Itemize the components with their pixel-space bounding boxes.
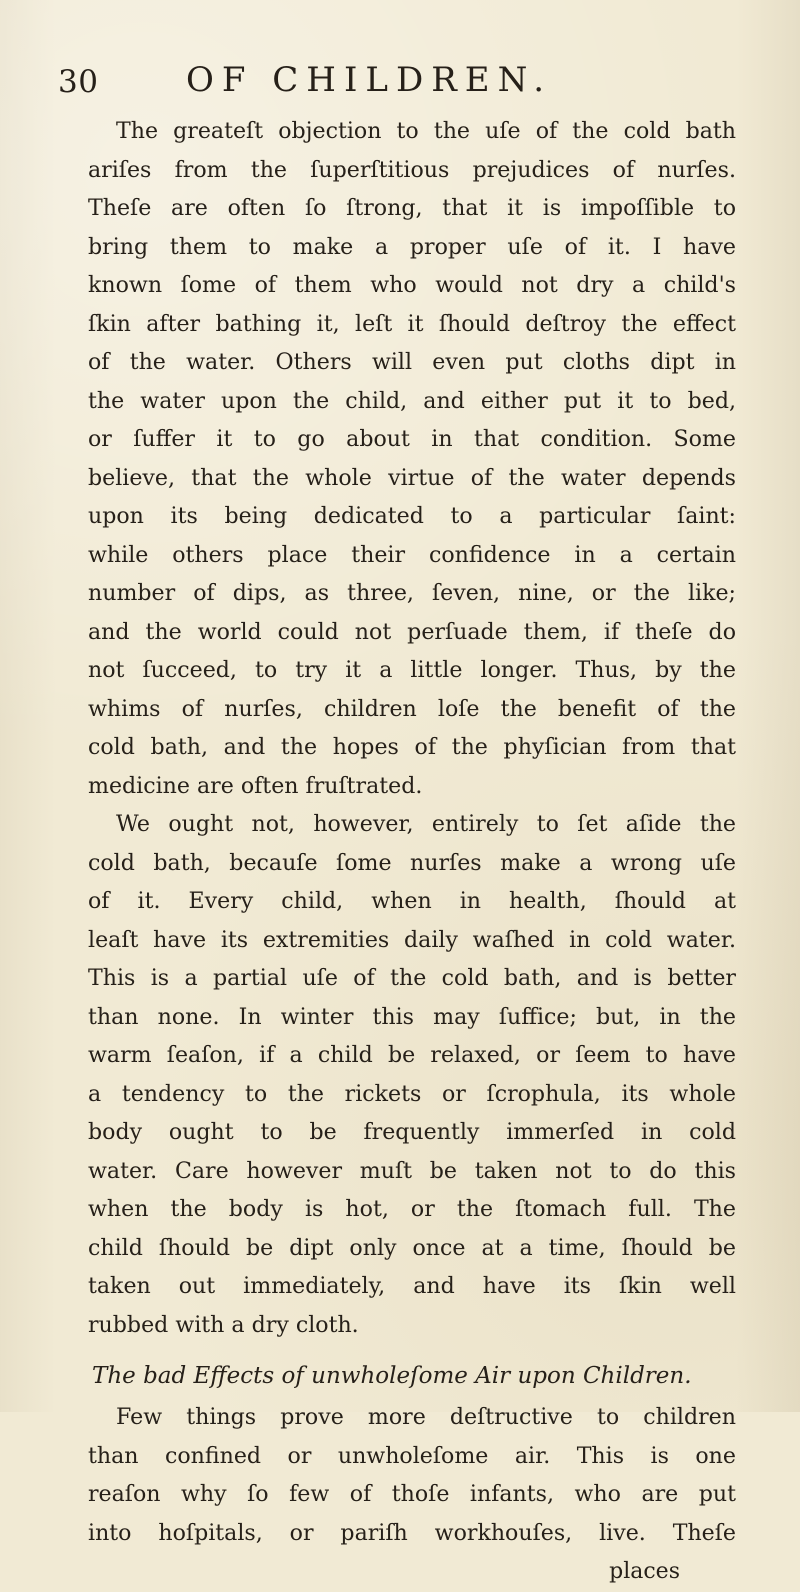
text-line: upon its being dedicated to a particular ſaint: bbox=[88, 503, 736, 529]
text-line: child ſhould be dipt only once at a time, ſhould be bbox=[88, 1234, 736, 1261]
text-line: into hoſpitals, or pariſh workhouſes, live. Theſe bbox=[88, 1519, 736, 1546]
text-line: the water upon the child, and either put it to bed, bbox=[88, 387, 736, 414]
text-line: than none. In winter this may ſuffice; but, in the bbox=[88, 1003, 736, 1030]
paragraph-unwholesome-air bbox=[88, 1398, 736, 1552]
text-line: ſkin after bathing it, leſt it ſhould deſtroy the effect bbox=[88, 310, 736, 337]
text-line: when the body is hot, or the ſtomach full. The bbox=[88, 1196, 736, 1222]
text-line: leaſt have its extremities daily waſhed in cold water. bbox=[88, 926, 736, 953]
text-line: bring them to make a proper uſe of it. I have bbox=[88, 233, 736, 260]
text-line: known ſome of them who would not dry a child's bbox=[88, 272, 736, 298]
text-line: a tendency to the rickets or ſcrophula, its whole bbox=[88, 1080, 736, 1107]
text-line: believe, that the whole virtue of the water depends bbox=[88, 464, 736, 491]
text-line: body ought to be frequently immerſed in cold bbox=[88, 1119, 736, 1145]
section-heading: The bad Effects of unwholeſome Air upon Children. bbox=[92, 1363, 692, 1389]
paragraph-cold-bath-objection bbox=[88, 112, 736, 805]
text-line: or ſuffer it to go about in that condition. Some bbox=[88, 426, 736, 452]
text-line: water. Care however muſt be taken not to do this bbox=[88, 1157, 736, 1184]
catchword-row bbox=[88, 1552, 736, 1592]
page-header bbox=[58, 60, 748, 102]
text-line: The greateſt objection to the uſe of the cold bath bbox=[116, 118, 736, 144]
text-line: than confined or unwholeſome air. This is one bbox=[88, 1442, 736, 1469]
text-line: and the world could not perſuade them, if theſe do bbox=[88, 618, 736, 645]
text-line: taken out immediately, and have its ſkin well bbox=[88, 1273, 736, 1299]
text-line: of the water. Others will even put cloths dipt in bbox=[88, 349, 736, 375]
text-line: cold bath, becauſe ſome nurſes make a wrong uſe bbox=[88, 849, 736, 876]
text-line: This is a partial uſe of the cold bath, and is better bbox=[88, 965, 736, 991]
text-line: of it. Every child, when in health, ſhould at bbox=[88, 888, 736, 914]
paragraph-partial-cold-bath bbox=[88, 805, 736, 1344]
text-line: medicine are often fruſtrated. bbox=[88, 772, 423, 799]
text-line: cold bath, and the hopes of the phyſician from that bbox=[88, 734, 736, 760]
text-line: Few things prove more deſtructive to children bbox=[116, 1404, 736, 1430]
text-line: while others place their confidence in a certain bbox=[88, 541, 736, 568]
text-line: whims of nurſes, children loſe the benefit of the bbox=[88, 695, 736, 722]
text-line: rubbed with a dry cloth. bbox=[88, 1311, 359, 1338]
text-line: warm ſeaſon, if a child be relaxed, or ſeem to have bbox=[88, 1042, 736, 1068]
page-number: 30 bbox=[58, 64, 99, 100]
text-line: ariſes from the ſuperſtitious prejudices of nurſes. bbox=[88, 156, 736, 183]
running-head: OF CHILDREN. bbox=[186, 60, 553, 100]
text-line: reaſon why ſo few of thoſe infants, who are put bbox=[88, 1481, 736, 1507]
text-line: Theſe are often ſo ſtrong, that it is impoſſible to bbox=[88, 195, 736, 221]
text-block bbox=[88, 112, 736, 1592]
text-line: We ought not, however, entirely to ſet aſide the bbox=[116, 811, 736, 837]
text-line: not ſucceed, to try it a little longer. Thus, by the bbox=[88, 657, 736, 683]
text-line: number of dips, as three, ſeven, nine, or the like; bbox=[88, 580, 736, 606]
catchword: places bbox=[609, 1559, 680, 1584]
